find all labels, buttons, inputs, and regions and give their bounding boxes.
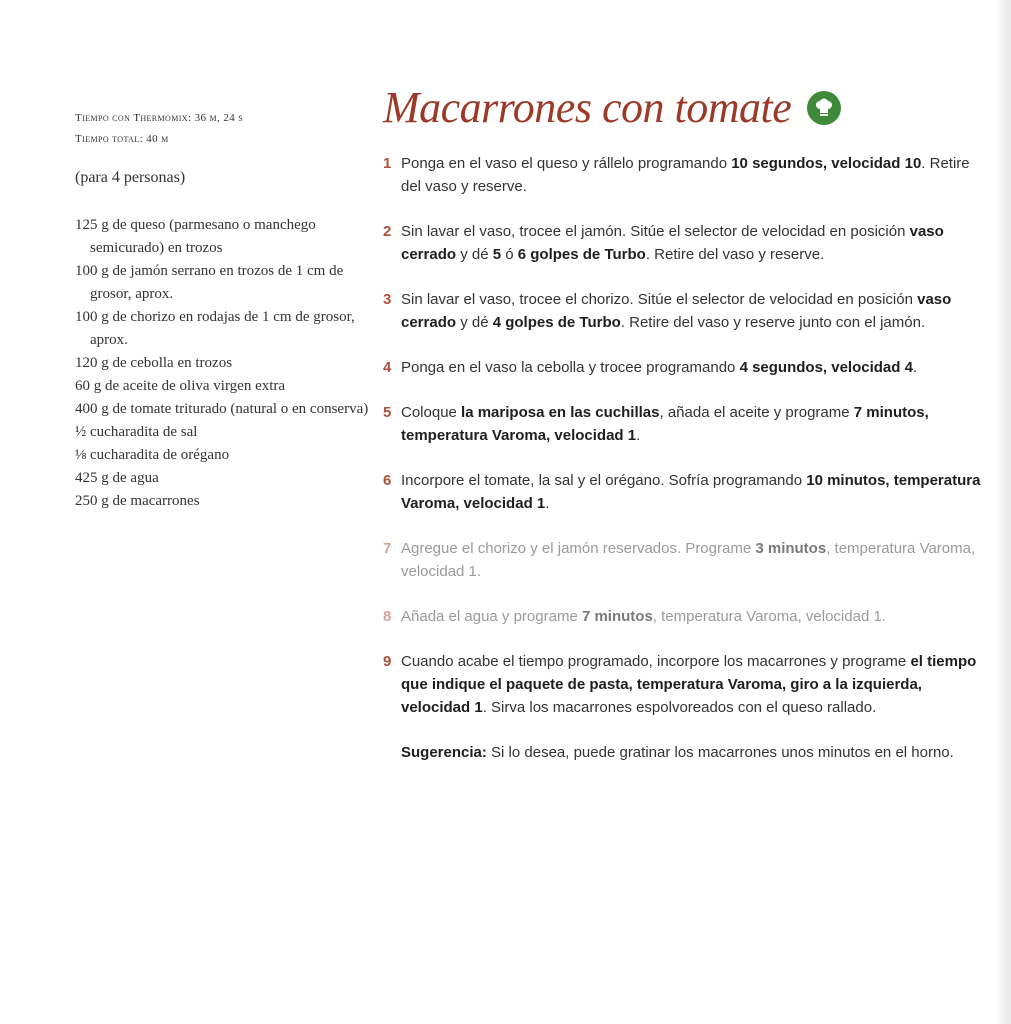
step-text: Añada el agua y programe <box>401 608 582 625</box>
recipe-step <box>383 288 983 334</box>
ingredients-column <box>75 108 375 513</box>
step-number: 2 <box>383 223 392 240</box>
recipe-step <box>383 537 983 583</box>
ingredient-item: 400 g de tomate triturado (natural o en conserva) <box>75 401 369 417</box>
ingredient-item: 60 g de aceite de oliva virgen extra <box>75 378 286 394</box>
recipe-step <box>383 650 983 719</box>
step-text: Sin lavar el vaso, trocee el chorizo. Sitúe el selector de velocidad en posición <box>401 291 918 308</box>
step-text: Coloque <box>401 404 462 421</box>
step-emphasis: vaso cerrado <box>401 291 952 331</box>
step-emphasis: 6 golpes de Turbo <box>517 246 646 263</box>
tip-text: Si lo desea, puede gratinar los macarrones unos minutos en el horno. <box>486 744 954 761</box>
step-spacer <box>383 447 983 469</box>
step-text: , añada el aceite y programe <box>659 404 854 421</box>
recipe-step <box>383 469 983 515</box>
step-number: 9 <box>383 653 392 670</box>
ingredient-list <box>75 214 375 513</box>
ingredient-item: ⅛ cucharadita de orégano <box>75 447 230 463</box>
tip-paragraph <box>383 741 983 764</box>
step-text: . Sirva los macarrones espolvoreados con el queso rallado. <box>482 699 877 716</box>
recipe-step <box>383 356 983 379</box>
step-text: . <box>545 495 550 512</box>
step-text: Cuando acabe el tiempo programado, incorpore los macarrones y programe <box>401 653 911 670</box>
step-number: 1 <box>383 155 392 172</box>
step-spacer <box>383 628 983 650</box>
recipe-step <box>383 220 983 266</box>
step-text: . Retire del vaso y reserve. <box>645 246 825 263</box>
step-text: , temperatura Varoma, velocidad 1. <box>652 608 886 625</box>
step-emphasis: el tiempo que indique el paquete de pasta, temperatura Varoma, giro a la izquierda, velocidad 1 <box>401 653 977 716</box>
step-number: 8 <box>383 608 392 625</box>
step-spacer <box>383 198 983 220</box>
step-spacer <box>383 266 983 288</box>
step-emphasis: 4 golpes de Turbo <box>492 314 621 331</box>
servings: (para 4 personas) <box>75 169 186 186</box>
step-text: Sin lavar el vaso, trocee el jamón. Sitúe el selector de velocidad en posición <box>401 223 910 240</box>
step-text: Ponga en el vaso la cebolla y trocee programando <box>401 359 740 376</box>
ingredient-item: ½ cucharadita de sal <box>75 424 198 440</box>
step-text: . Retire del vaso y reserve junto con el jamón. <box>620 314 926 331</box>
step-spacer <box>383 583 983 605</box>
step-text: Incorpore el tomate, la sal y el orégano. Sofría programando <box>401 472 807 489</box>
step-text: . <box>636 427 641 444</box>
recipe-step <box>383 152 983 198</box>
step-emphasis: 4 segundos, velocidad 4 <box>739 359 913 376</box>
step-number: 3 <box>383 291 392 308</box>
title-row <box>383 82 841 134</box>
step-emphasis: vaso cerrado <box>401 223 944 263</box>
ingredient-item: 100 g de chorizo en rodajas de 1 cm de grosor, aprox. <box>75 309 355 348</box>
ingredient-item: 125 g de queso (parmesano o manchego semicurado) en trozos <box>75 217 316 256</box>
step-text: y dé <box>456 246 493 263</box>
step-emphasis: 10 minutos, temperatura Varoma, velocidad 1 <box>401 472 981 512</box>
step-number: 6 <box>383 472 392 489</box>
chef-hat-icon-glyph <box>812 96 836 120</box>
ingredient-item: 120 g de cebolla en trozos <box>75 355 233 371</box>
step-emphasis: 3 minutos <box>755 540 827 557</box>
ingredient-item: 250 g de macarrones <box>75 493 200 509</box>
step-spacer <box>383 334 983 356</box>
step-emphasis: 7 minutos <box>581 608 653 625</box>
step-spacer <box>383 515 983 537</box>
recipe-step <box>383 401 983 447</box>
step-text: , temperatura Varoma, velocidad 1. <box>401 540 976 580</box>
tip-label: Sugerencia: <box>401 744 487 761</box>
step-text: ó <box>501 246 518 263</box>
step-text: y dé <box>456 314 493 331</box>
page-edge <box>995 0 1011 1024</box>
step-text: . Retire del vaso y reserve. <box>401 155 970 195</box>
total-time: Tiempo total: 40 m <box>75 133 169 145</box>
ingredient-item: 100 g de jamón serrano en trozos de 1 cm de grosor, aprox. <box>75 263 344 302</box>
steps-list <box>383 152 983 764</box>
step-emphasis: 10 segundos, velocidad 10 <box>731 155 922 172</box>
recipe-title: Macarrones con tomate <box>383 83 792 132</box>
step-text: . <box>912 359 918 376</box>
recipe-step <box>383 605 983 628</box>
step-emphasis: 7 minutos, temperatura Varoma, velocidad 1 <box>401 404 929 444</box>
step-text: Ponga en el vaso el queso y rállelo programando <box>401 155 732 172</box>
step-emphasis: la mariposa en las cuchillas <box>461 404 660 421</box>
ingredient-item: 425 g de agua <box>75 470 159 486</box>
step-text: Agregue el chorizo y el jamón reservados. Programe <box>401 540 756 557</box>
thermomix-time: Tiempo con Thermomix: 36 m, 24 s <box>75 112 244 124</box>
step-number: 5 <box>383 404 392 421</box>
step-number: 4 <box>383 359 392 376</box>
chef-hat-icon <box>807 91 841 125</box>
step-emphasis: 5 <box>492 246 502 263</box>
step-number: 7 <box>383 540 392 557</box>
step-spacer <box>383 379 983 401</box>
